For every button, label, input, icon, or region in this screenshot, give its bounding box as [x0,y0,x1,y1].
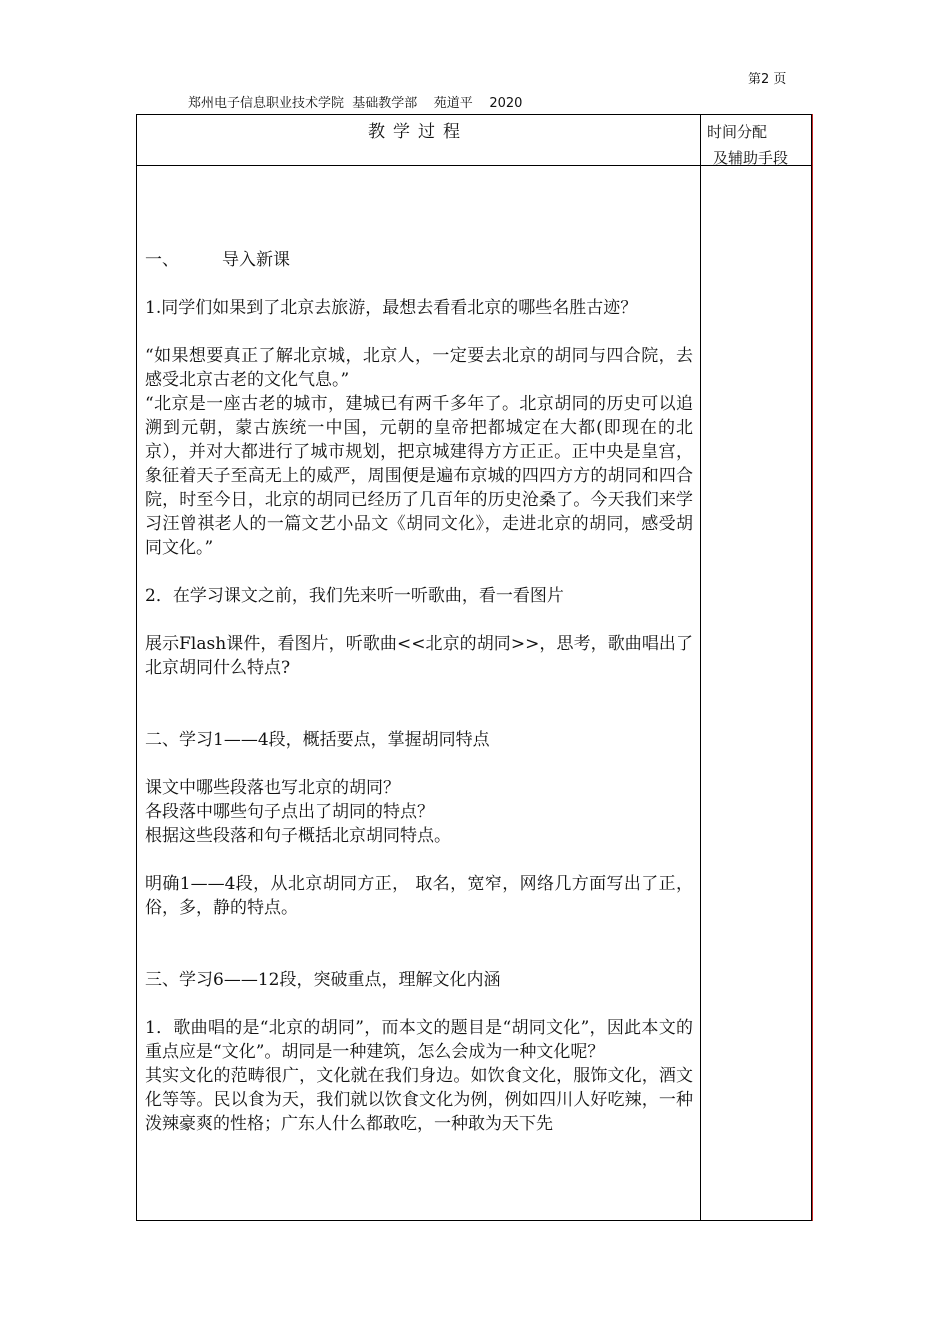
paragraph: 1．歌曲唱的是“北京的胡同”，而本文的题目是“胡同文化”，因此本文的重点应是“文化”。胡同是一种建筑，怎么会成为一种文化呢？ [145,1018,693,1062]
column-divider [700,114,701,1221]
section-1-label: 导入新课 [222,250,290,270]
document-header: 郑州电子信息职业技术学院 基础教学部 苑道平 2020 [188,96,523,111]
paragraph: “如果想要真正了解北京城，北京人，一定要去北京的胡同与四合院，去感受北京古老的文化气息。” [145,346,693,390]
question: 课文中哪些段落也写北京的胡同？ [145,778,400,798]
page-number: 第2 页 [748,72,787,87]
lesson-content [145,248,693,1136]
time-allocation-header [707,119,811,171]
time-allocation-line2: 及辅助手段 [713,149,789,167]
paragraph: 2．在学习课文之前，我们先来听一听歌曲，看一看图片 [145,586,564,606]
section-2-title: 二、学习1——4段，概括要点，掌握胡同特点 [145,730,490,750]
paragraph: 1.同学们如果到了北京去旅游，最想去看看北京的哪些名胜古迹？ [145,298,638,318]
time-allocation-line1: 时间分配 [707,123,768,141]
section-1-number: 一、 [145,250,179,270]
paragraph: “北京是一座古老的城市，建城已有两千多年了。北京胡同的历史可以追溯到元朝，蒙古族统一中国，元朝的皇帝把都城定在大都(即现在的北京），并对大都进行了城市规划，把京城建得方方正正。正中央是皇宫，象征着天子至高无上的威严，周围便是遍布京城的四四方方的胡同和四合院，时至今日，北京的胡同已经历了几百年的历史沧桑了。今天我们来学习汪曾祺老人的一篇文艺小品文《胡同文化》，走进北京的胡同，感受胡同文化。” [145,394,693,558]
question: 根据这些段落和句子概括北京胡同特点。 [145,826,451,846]
question: 各段落中哪些句子点出了胡同的特点？ [145,802,434,822]
paragraph: 其实文化的范畴很广，文化就在我们身边。如饮食文化，服饰文化，酒文化等等。民以食为天，我们就以饮食文化为例，例如四川人好吃辣，一种泼辣豪爽的性格；广东人什么都敢吃，一种敢为天下先 [145,1066,693,1134]
section-3-title: 三、学习6——12段，突破重点，理解文化内涵 [145,970,501,990]
red-margin-line [812,114,813,1221]
paragraph: 展示Flash课件，看图片，听歌曲<<北京的胡同>>，思考，歌曲唱出了北京胡同什么特点? [145,634,693,678]
teaching-process-header: 教学过程 [368,122,468,142]
paragraph: 明确1——4段，从北京胡同方正， 取名，宽窄，网络几方面写出了正，俗，多，静的特点。 [145,874,693,918]
section-1-title [145,248,693,272]
